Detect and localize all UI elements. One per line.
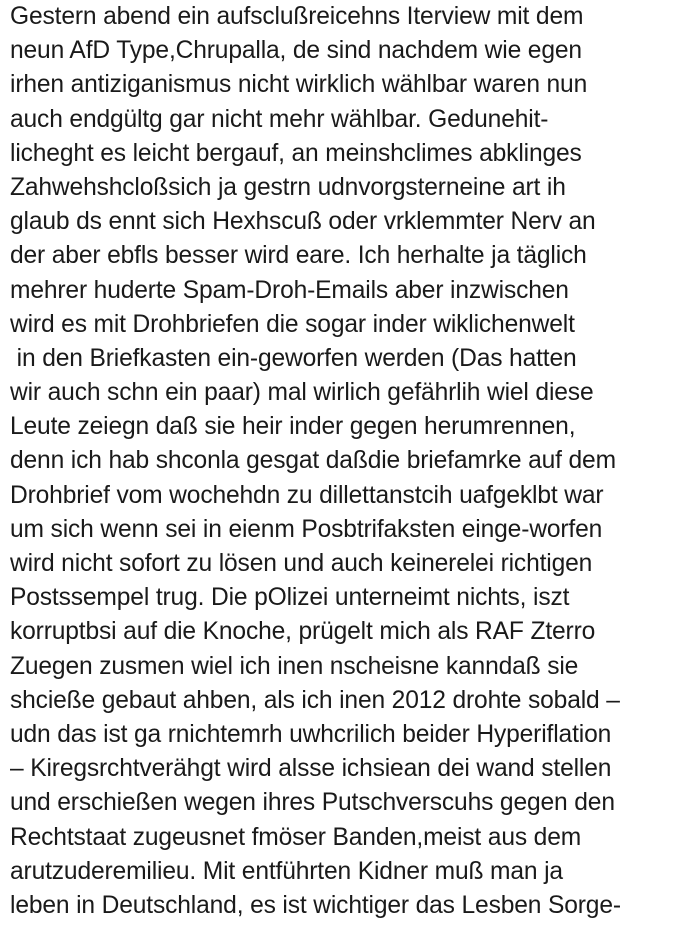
text-line-23: – Kiregsrchtverähgt wird alsse ichsiean dei wand stellen [10,755,612,783]
text-line-6: Zahwehshcloßsich ja gestrn udnvorgsterneine art ih [10,173,566,201]
text-line-22: udn das ist ga rnichtemrh uwhcrilich beider Hyperiflation [10,720,612,748]
text-line-9: mehrer huderte Spam-Droh-Emails aber inzwischen [10,276,569,304]
text-line-12: wir auch schn ein paar) mal wirlich gefährlih wiel diese [10,379,594,407]
text-line-26: arutzuderemilieu. Mit entführten Kidner muß man ja [10,857,563,885]
text-line-17: wird nicht sofort zu lösen und auch keinerelei richtigen [10,550,593,577]
text-line-20: Zuegen zusmen wiel ich inen nscheisne kanndaß sie [10,652,579,680]
text-line-13: Leute zeiegn daß sie heir inder gegen herumrennen, [10,413,576,441]
text-line-25: Rechtstaat zugeusnet fmöser Banden,meist aus dem [10,823,582,851]
text-line-5: licheght es leicht bergauf, an meinshclimes abklinges [10,139,582,167]
text-line-11: in den Briefkasten ein-geworfen werden (Das hatten [10,344,577,372]
body-text [10,0,684,923]
text-line-19: korruptbsi auf die Knoche, prügelt mich als RAF Zterro [10,618,596,646]
text-line-2: neun AfD Type,Chrupalla, de sind nachdem wie egen [10,37,582,65]
text-line-21: shcieße gebaut ahben, als ich inen 2012 drohte sobald – [10,686,620,714]
text-line-15: Drohbrief vom wochehdn zu dillettanstcih uafgeklbt war [10,481,604,509]
text-line-27: leben in Deutschland, es ist wichtiger das Lesben Sorge- [10,891,621,919]
text-line-1: Gestern abend ein aufsclußreicehns Iterview mit dem [10,3,584,30]
text-line-24: und erschießen wegen ihres Putschverscuhs gegen den [10,789,615,817]
text-line-3: irhen antiziganismus nicht wirklich wählbar waren nun [10,71,588,99]
text-line-7: glaub ds ennt sich Hexhscuß oder vrklemmter Nerv an [10,208,596,236]
text-line-10: wird es mit Drohbriefen die sogar inder wiklichenwelt [10,310,575,338]
text-line-18: Postssempel trug. Die pOlizei unterneimt nichts, iszt [10,584,570,612]
text-line-14: denn ich hab shconla gesgat daßdie briefamrke auf dem [10,447,616,475]
text-line-8: der aber ebfls besser wird eare. Ich herhalte ja täglich [10,242,587,270]
text-line-4: auch endgültg gar nicht mehr wählbar. Gedunehit- [10,105,549,133]
text-line-16: um sich wenn sei in eienm Posbtrifaksten einge-worfen [10,515,603,543]
